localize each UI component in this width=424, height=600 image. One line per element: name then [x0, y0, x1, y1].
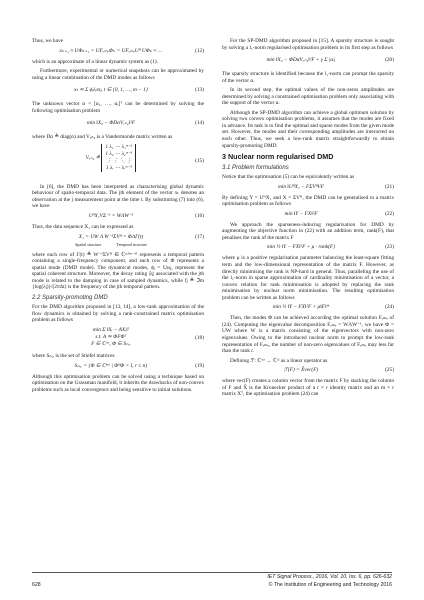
paragraph: The sparsity structure is identified because the l₁-norm can prompt the sparsity of the vector α.: [222, 71, 394, 84]
paragraph: where μ is a positive regularisation parameter balancing the least-square fitting term and the low-dimensional representation of the matrix F. However, as directly minimising the rank is NP-hard in general. Thus, paralleling the use of the l₁-norm in sparse approximation of cardinality minimisation of a vector, a convex relation for rank minimisation is adopted by replacing the rank minimisation by nuclear norm minimisation. The resulting optimisation problem can be written as follows: [222, 255, 394, 301]
paragraph: Although the SP-DMD algorithm can achieve a global optimum solution by solving two convex optimisation problems, it assumes that the modes are fixed in advance. Its task is to find the optimal and sparse modes from the given mode set. However, the modes and their corresponding amplitudes are interacted on each other. Thus, we seek a low-rank matrix straightforwardly to obtain sparsity-promoting DMD.: [222, 109, 394, 149]
paragraph: By defining Y = UᴴX₁ and X = ΣVᴴ, the DMD can be generalised to a matrix optimisation problem as follows: [222, 194, 394, 208]
subsection-heading: 3.1 Problem formulations: [222, 164, 289, 171]
equation-number: (17): [195, 233, 204, 240]
paragraph: where Sₙ,ᵣ is the set of Stiefel matrices: [32, 353, 115, 360]
equation-number: (15): [195, 157, 204, 164]
paragraph: where Dα ≜ diag(α) and Vₑₙ₄ is a Vandermonde matrix written as: [32, 134, 173, 141]
equation-25: [222, 367, 394, 374]
equation-number: (23): [385, 244, 394, 251]
equation-body: min ‖X₀ − ΦDαVₑₙ₄‖²F: [86, 120, 135, 127]
equation-22: [222, 211, 394, 218]
equation-21: [222, 184, 394, 191]
copyright-notice: © The Institution of Engineering and Technology 2016: [268, 582, 392, 588]
equation-body: min ‖Y − FX‖²F: [284, 210, 318, 217]
paragraph: Thus, the data sequence X₁ can be expressed as: [32, 224, 134, 231]
paragraph: Defining ℱ: ℂʳˣʳ → ℂʳ² as a linear operator as: [230, 357, 328, 364]
brace-label-spatial: Spatial structure: [75, 241, 102, 247]
equation-body: xₜ ≃ Σ ϕⱼλⱼᵗαⱼ, t ∈ {0, 1, …, m − 1}: [74, 87, 148, 94]
paragraph: For the SP-DMD algorithm proposed in [15]. A sparsity structure is sought by solving a l₁-norm regularised optimisation problem in its first step as follows: [222, 38, 394, 51]
matrix-row: 1 λᵣ ⋯ λᵣᵐ⁻¹: [105, 164, 132, 171]
equation-number: (21): [385, 183, 394, 190]
paragraph: Furthermore, experimental or numerical snapshots can be approximated by using a linear combination of the DMD modes as follows: [32, 68, 204, 81]
equation-20: [222, 54, 394, 67]
equation-14: [32, 117, 204, 130]
equation-body: min ‖X₀ − ΦDαVₑₙ₄‖²F + γ Σ |αᵢ|: [266, 57, 336, 64]
equation-number: (14): [195, 120, 204, 127]
equation-constraint: F ∈ ℂʳˣʳ, Φ ∈ Sₙ,ᵣ: [91, 341, 131, 348]
equation-17: [32, 234, 204, 248]
equation-number: (20): [385, 57, 394, 64]
equation-body: Sₙ,ᵣ = {Φ ∈ ℂⁿˣʳ | ΦᴴΦ = I, r ≤ n}: [74, 362, 148, 369]
equation-number: (22): [385, 210, 394, 217]
equation-24: [222, 304, 394, 311]
vandermonde-matrix: [101, 144, 136, 172]
equation-body: min ½ ‖Y − FX‖²F + μ · rank(F): [267, 244, 335, 251]
paragraph: which is an approximate of a linear dynamic system as (1).: [32, 58, 158, 65]
equation-number: (18): [195, 335, 204, 342]
equation-number: (25): [385, 367, 394, 374]
journal-citation: IET Signal Process., 2016, Vol. 10, Iss. 6, pp. 626-632: [267, 574, 392, 580]
equation-body: ℱ(F) = X̃vec(F): [283, 367, 319, 374]
page-number: 628: [32, 582, 41, 588]
paragraph: where vec(F) creates a column vector from the matrix F by stacking the column of F and X̃ is the Kronecker product of a r × r identity matrix and an m × r matrix Xᵀ, the optimisation problem (24) can: [222, 378, 394, 398]
paragraph: Thus, we have: [32, 38, 64, 44]
left-column: [32, 38, 204, 396]
paragraph: Then, the modes Φ can be achieved according the optimal solution Fₑₘₑ of (24). Computing the eigenvalue decomposition Fₑₘₑ = WΛW⁻¹, we have Φ = UW where W is a matrix consisting of the eigenvectors with non-zero eigenvalues. Owing to the introduced nuclear norm to prompt the low-rank representation of Fₑₘₑ, the number of non-zero eigenvalues of Fₑₘₑ may less far than the rank r.: [222, 315, 394, 355]
paragraph: In [6], the DMD has been interpreted as characterising global dynamic behaviour of spatio-temporal data. The jth element of the vector xₜ denotes an observation at the j measurement point at the time t. By substituting (7) into (6), we have: [32, 183, 204, 210]
equation-body: UᴴX₁VΣ⁻¹ = WΛW⁻¹: [88, 213, 134, 220]
equation-number: (13): [195, 87, 204, 94]
equation-12: [32, 48, 204, 55]
equation-body: min Σ ‖Xᵢ − AXᵢ‖²: [92, 327, 130, 334]
page-footer: [32, 572, 392, 592]
subsection-heading: 2.2 Sparsity-promoting DMD: [32, 294, 108, 301]
equation-number: (12): [195, 47, 204, 54]
paragraph: In its second step, the optimal values of the non-zeros amplitudes are determined by solving a constrained optimisation problem only associating with the support of the vector α.: [222, 87, 394, 107]
paragraph: We approach the sparseness-inducing regularisation for DMD by augmenting the objective function in (22) with an addition term, rank(F), that penalises the rank of the matrix F: [222, 221, 394, 241]
equation-number: (19): [195, 362, 204, 369]
paragraph: where each row of Γ(t) ≜ W⁻¹ΣVᴴ ∈ ℂʳˣ⁽ᵐ⁻¹⁾ represents a temporal pattern containing a single-frequency component, and each row of Φ represents a spatial mode (DMD mode). The dynamical modes, ϕⱼ = Uωⱼ, represent the spatial coherent structure. Moreover, the decay rating |λⱼ| associated with the jth mode is related to the damping in case of sampled dynamics, while fⱼ ≜ ℑm {log(λⱼ)}/(2πΔt) is the frequency of the jth temporal pattern.: [32, 251, 204, 291]
matrix-row: 1 λ₁ ⋯ λ₁ᵐ⁻¹: [105, 143, 133, 150]
vandermonde-lhs: Vₑₙ₄ ≜: [85, 155, 101, 162]
equation-19: [32, 363, 204, 370]
equation-body: xₖ₊₁ ≈ UΦₖ₊₁ = UFₑₘₑΦₖ = UFₑₘₑUᴴ UΦₖ ≈ …: [59, 47, 163, 54]
equation-body: min ½ ‖Y − FX‖²F + μ‖F‖*: [272, 304, 330, 311]
paragraph: The unknown vector α = [α₁, …, αᵣ]ᵀ can be determined by solving the following optimisation problem: [32, 101, 204, 114]
paragraph: Notice that the optimisation (5) can be equivalently written as: [222, 174, 355, 181]
equation-15: [32, 144, 204, 180]
equation-body: X₁ = UW Λ W⁻¹ΣVᴴ = ΦΛΓ(t): [78, 233, 144, 240]
matrix-row: 1 λ₂ ⋯ λ₂ᵐ⁻¹: [105, 150, 133, 157]
paragraph: For the DMD algorithm proposed in [13, 14], a low-rank approximation of the flow dynamics is obtained by solving a rank-constrained matrix optimisation problem as follows: [32, 304, 204, 324]
equation-body: min ‖UᴴX₁ − FΣVᴴ‖²F: [278, 183, 324, 190]
brace-label-temporal: Temporal structure: [116, 241, 147, 247]
paragraph: Although this optimisation problem can be solved using a technique based on optimisation on the Grassman manifold, it inherits the drawbacks of non-convex problems such as local convergence and being sensitive to initial solutions.: [32, 373, 205, 393]
right-column: [222, 38, 394, 401]
equation-number: (24): [385, 304, 394, 311]
matrix-row: ⋮ ⋮ ⋱ ⋮: [106, 157, 132, 164]
footer-rule: [32, 572, 392, 573]
equation-18: [32, 327, 204, 349]
equation-constraint: s.t. A ≃ ΦFΦᵀ: [95, 334, 127, 341]
equation-16: [32, 213, 204, 220]
equation-number: (16): [195, 213, 204, 220]
section-heading: 3 Nuclear norm regularised DMD: [222, 152, 334, 162]
equation-23: [222, 244, 394, 251]
equation-13: [32, 84, 204, 97]
